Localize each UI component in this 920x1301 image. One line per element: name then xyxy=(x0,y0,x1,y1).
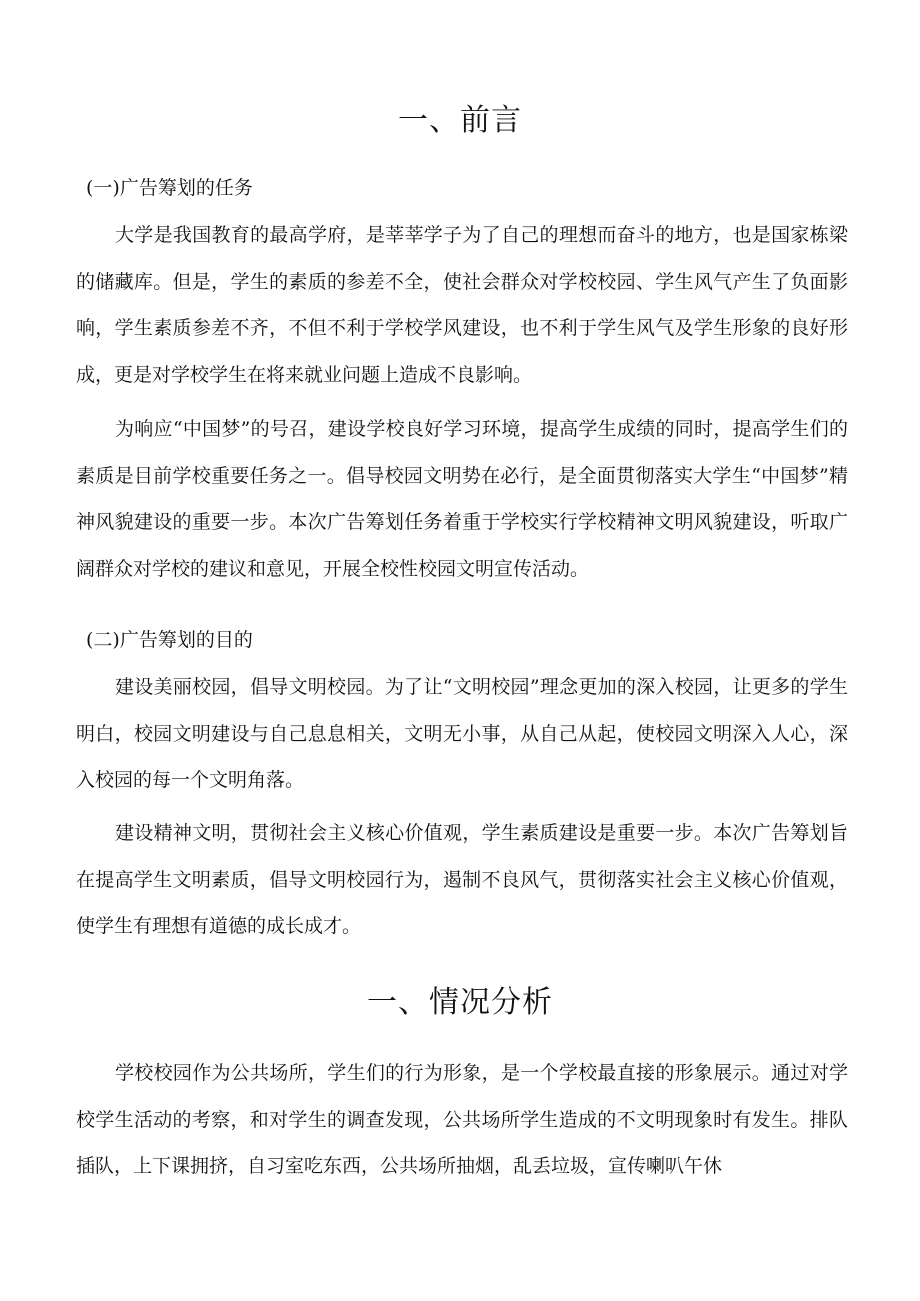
paragraph-purpose-1: 建设美丽校园，倡导文明校园。为了让“文明校园”理念更加的深入校园，让更多的学生明白，校园文明建设与自己息息相关，文明无小事，从自己从起，使校园文明深入人心，深入校园的每一个文明角落。 xyxy=(76,676,848,792)
subsection-heading-purpose: (二)广告筹划的目的 xyxy=(86,629,253,651)
paragraph-task-2: 为响应“中国梦”的号召，建设学校良好学习环境，提高学生成绩的同时，提高学生们的素质是目前学校重要任务之一。倡导校园文明势在必行，是全面贯彻落实大学生“中国梦”精神风貌建设的重要一步。本次广告筹划任务着重于学校实行学校精神文明风貌建设，听取广阔群众对学校的建议和意见，开展全校性校园文明宣传活动。 xyxy=(76,418,848,581)
section-title-preface: 一、前言 xyxy=(398,103,522,138)
subsection-heading-task: (一)广告筹划的任务 xyxy=(86,177,253,199)
paragraph-analysis-1: 学校校园作为公共场所，学生们的行为形象，是一个学校最直接的形象展示。通过对学校学生活动的考察，和对学生的调查发现，公共场所学生造成的不文明现象时有发生。排队插队，上下课拥挤，自习室吃东西，公共场所抽烟，乱丢垃圾，宣传喇叭午休 xyxy=(76,1062,848,1178)
paragraph-task-1: 大学是我国教育的最高学府，是莘莘学子为了自己的理想而奋斗的地方，也是国家栋梁的储藏库。但是，学生的素质的参差不全，使社会群众对学校校园、学生风气产生了负面影响，学生素质参差不齐，不但不利于学校学风建设，也不利于学生风气及学生形象的良好形成，更是对学校学生在将来就业问题上造成不良影响。 xyxy=(76,224,848,387)
paragraph-purpose-2: 建设精神文明，贯彻社会主义核心价值观，学生素质建设是重要一步。本次广告筹划旨在提高学生文明素质，倡导文明校园行为，遏制不良风气，贯彻落实社会主义核心价值观，使学生有理想有道德的成长成才。 xyxy=(76,822,848,938)
section-title-analysis: 一、情况分析 xyxy=(367,985,553,1020)
